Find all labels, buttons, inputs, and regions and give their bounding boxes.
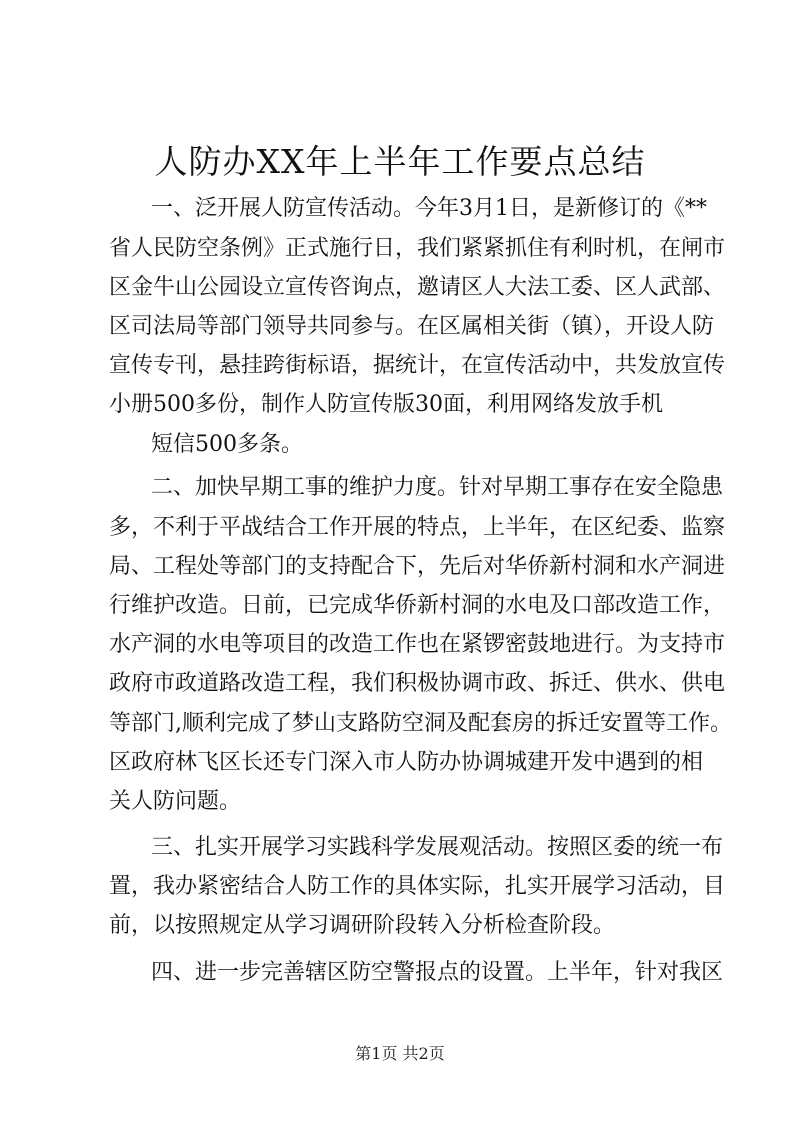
body-line: 省人民防空条例》正式施行日，我们紧紧抓住有利时机，在闸市 [109,236,726,261]
body-line: 四、进一步完善辖区防空警报点的设置。上半年，针对我区 [151,960,724,985]
body-line: 二、加快早期工事的维护力度。针对早期工事存在安全隐患 [151,475,724,500]
body-line: 多，不利于平战结合工作开展的特点，上半年，在区纪委、监察 [109,515,726,540]
body-line: 区政府林飞区长还专门深入市人防办协调城建开发中遇到的相 [109,750,704,775]
body-line: 一、泛开展人防宣传活动。今年3月1日，是新修订的《** [151,196,707,221]
body-line: 局、工程处等部门的支持配合下，先后对华侨新村洞和水产洞进 [109,554,726,579]
body-line: 区金牛山公园设立宣传咨询点，邀请区人大法工委、区人武部、 [109,275,726,300]
body-line: 宣传专刊，悬挂跨街标语，据统计，在宣传活动中，共发放宣传 [109,353,726,378]
body-line: 关人防问题。 [109,789,242,814]
body-line: 等部门,顺利完成了梦山支路防空洞及配套房的拆迁安置等工作。 [109,711,732,736]
body-line: 区司法局等部门领导共同参与。在区属相关街（镇），开设人防 [109,314,715,339]
body-line: 置，我办紧密结合人防工作的具体实际，扎实开展学习活动，目 [109,874,726,899]
page-number-footer: 第1页 共2页 [355,1044,445,1063]
body-line: 三、扎实开展学习实践科学发展观活动。按照区委的统一布 [151,835,724,860]
body-line: 前，以按照规定从学习调研阶段转入分析检查阶段。 [109,913,616,938]
body-line: 行维护改造。日前，已完成华侨新村洞的水电及口部改造工作， [109,593,726,618]
body-line: 政府市政道路改造工程，我们积极协调市政、拆迁、供水、供电 [109,671,726,696]
body-line: 水产洞的水电等项目的改造工作也在紧锣密鼓地进行。为支持市 [109,632,726,657]
body-line: 短信500多条。 [151,432,303,457]
document-title: 人防办XX年上半年工作要点总结 [154,142,646,181]
body-line: 小册500多份，制作人防宣传版30面，利用网络发放手机 [109,392,663,417]
